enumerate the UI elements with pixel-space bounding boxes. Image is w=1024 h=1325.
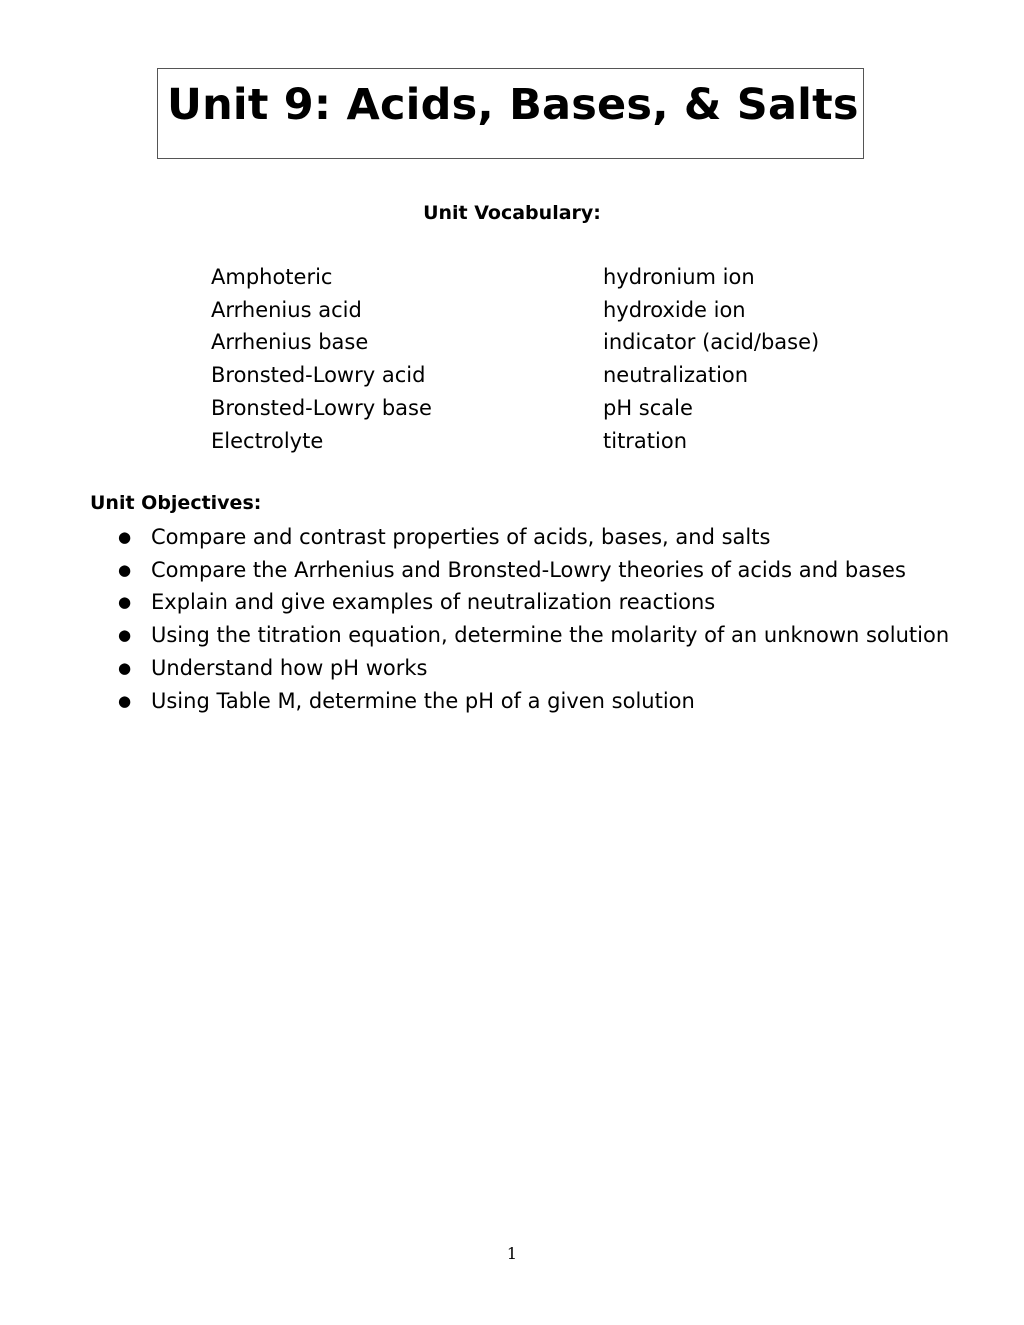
objective-text: Compare the Arrhenius and Bronsted-Lowry theories of acids and bases [151,557,906,582]
objective-item [113,521,993,554]
objective-text: Compare and contrast properties of acids, bases, and salts [151,525,771,549]
vocabulary-term: Arrhenius base [211,330,369,355]
vocabulary-term: pH scale [603,395,693,420]
objective-text: Using the titration equation, determine the molarity of an unknown solution [151,623,950,648]
vocabulary-term: titration [603,428,688,453]
bullet-icon: ● [118,560,132,579]
objective-text: Explain and give examples of neutralization reactions [151,590,716,615]
objective-item [113,586,993,619]
vocabulary-heading: Unit Vocabulary: [423,202,601,224]
objective-item [113,685,993,718]
objective-text: Understand how pH works [151,655,428,680]
objectives-list [113,521,993,717]
page-title: Unit 9: Acids, Bases, & Salts [167,80,859,130]
bullet-icon: ● [118,528,132,546]
vocabulary-term: Electrolyte [211,428,324,453]
bullet-icon: ● [118,626,132,645]
vocabulary-term: Bronsted-Lowry base [211,395,432,420]
vocabulary-term: neutralization [603,363,749,388]
objective-item [113,619,993,652]
objective-item [113,652,993,685]
vocabulary-list-left [211,261,432,457]
objective-item [113,554,993,587]
objective-text: Using Table M, determine the pH of a given solution [151,688,695,713]
bullet-icon: ● [118,593,132,612]
vocabulary-term: hydroxide ion [603,297,746,322]
vocabulary-term: indicator (acid/base) [603,330,820,355]
vocabulary-term: hydronium ion [603,265,755,289]
page-number: 1 [506,1244,518,1263]
vocabulary-term: Arrhenius acid [211,297,362,322]
objectives-heading: Unit Objectives: [90,492,262,514]
vocabulary-term: Amphoteric [211,265,333,289]
bullet-icon: ● [118,691,132,710]
vocabulary-term: Bronsted-Lowry acid [211,363,426,388]
vocabulary-list-right [603,261,819,457]
title-box [157,68,864,159]
bullet-icon: ● [118,658,132,677]
